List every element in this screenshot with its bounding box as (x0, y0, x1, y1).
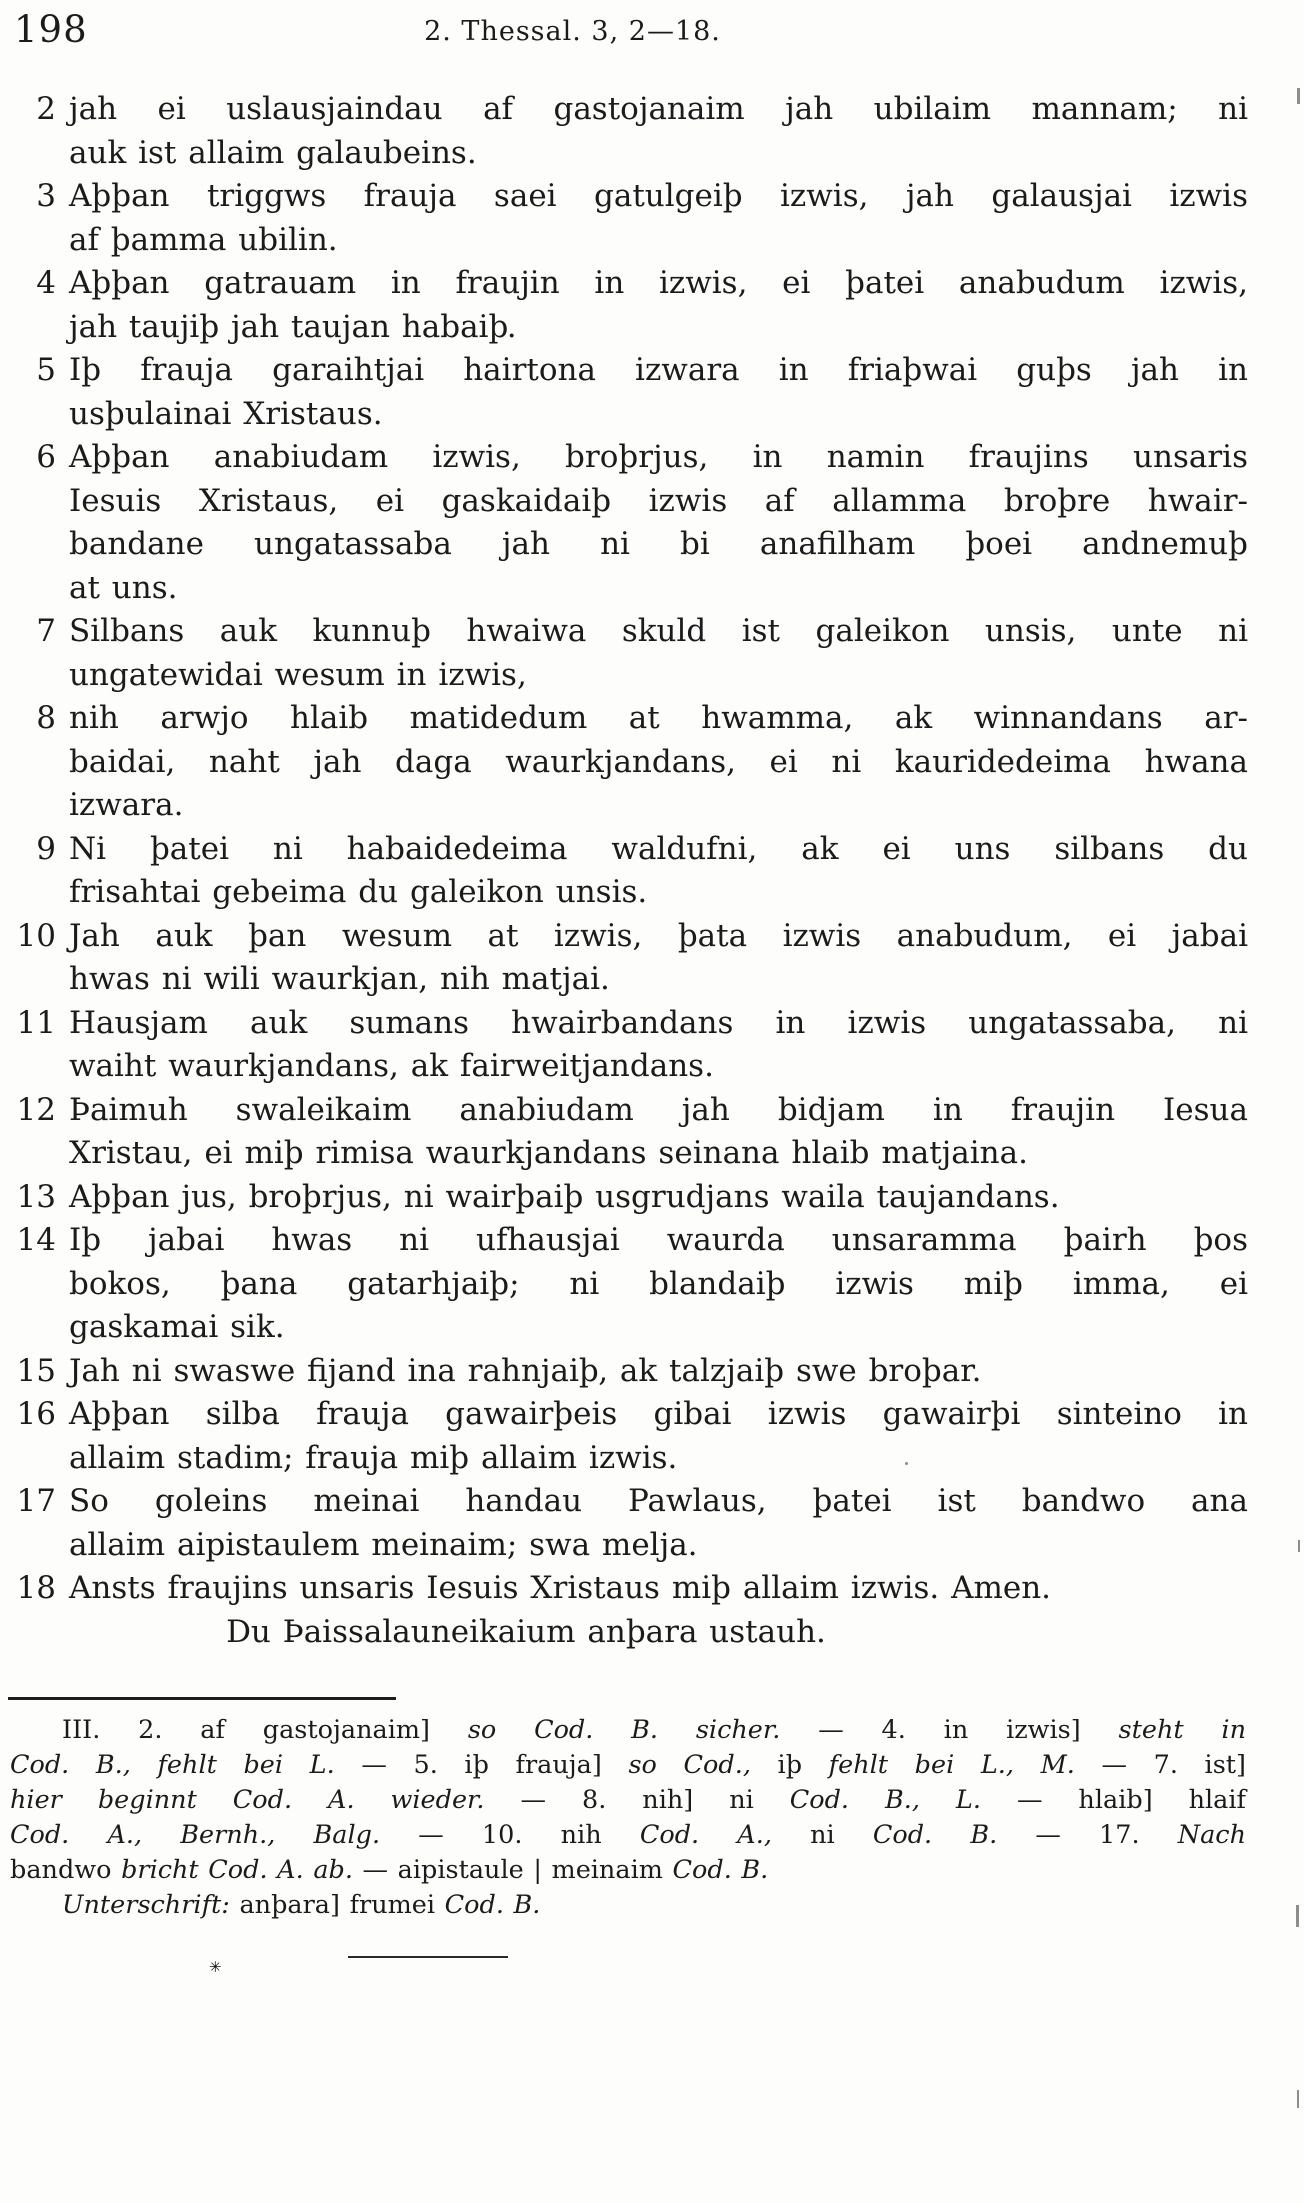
verse-line: at uns. (69, 569, 178, 606)
verse-row (14, 915, 1248, 1002)
apparatus-segment-italic: so Cod. B. sicher. (467, 1715, 781, 1745)
verse-number: 10 (16, 917, 56, 954)
scan-artifact (1297, 88, 1300, 104)
verse-text (69, 262, 1248, 349)
verse-line: Aþþan jus, broþrjus, ni wairþaiþ usgrudjans waila taujandans. (69, 1178, 1060, 1215)
verse-text (69, 828, 1248, 915)
apparatus-segment: — aipistaule | meinaim (352, 1855, 673, 1885)
verse-line: af þamma ubilin. (69, 221, 338, 258)
verse-block (14, 88, 1248, 1654)
verse-line: Iesuis Xristaus, ei gaskaidaiþ izwis af allamma broþre hwair- (69, 482, 1248, 519)
verse-row (14, 1089, 1248, 1176)
verse-line: Silbans auk kunnuþ hwaiwa skuld ist galeikon unsis, unte ni (69, 613, 1248, 649)
verse-line: jah taujiþ jah taujan habaiþ. (69, 308, 517, 345)
apparatus-line (10, 1818, 1246, 1853)
apparatus-line (10, 1853, 1246, 1888)
apparatus-segment: anþara] frumei (229, 1890, 445, 1920)
apparatus-segment-italic: Unterschrift: (62, 1890, 230, 1920)
bottom-rule (348, 1956, 508, 1958)
verse-line: jah ei uslausjaindau af gastojanaim jah ubilaim mannam; ni (69, 91, 1248, 127)
apparatus-segment: — 5. iþ frauja] (334, 1750, 629, 1780)
verse-text (69, 1219, 1248, 1350)
apparatus-segment-italic: hier beginnt Cod. A. wieder. (10, 1785, 485, 1815)
verse-line: ungatewidai wesum in izwis, (69, 656, 527, 693)
verse-text (69, 88, 1248, 175)
apparatus-segment-italic: Cod. B. (672, 1855, 769, 1885)
verse-text (69, 1176, 1248, 1220)
verse-text (69, 436, 1248, 610)
verse-line: Ni þatei ni habaidedeima waldufni, ak ei uns silbans du (69, 830, 1248, 867)
verse-line: Aþþan triggws frauja saei gatulgeiþ izwis, jah galausjai izwis (69, 178, 1248, 214)
verse-line: frisahtai gebeima du galeikon unsis. (69, 874, 648, 910)
apparatus-segment: ni (771, 1820, 873, 1850)
closing-line: Du Þaissalauneikaium anþara ustauh. (226, 1613, 826, 1650)
verse-line: Þaimuh swaleikaim anabiudam jah bidjam in fraujin Iesua (69, 1091, 1248, 1128)
verse-line: Iþ frauja garaihtjai hairtona izwara in friaþwai guþs jah in (69, 352, 1248, 388)
verse-row (14, 349, 1248, 436)
verse-text (69, 1002, 1248, 1089)
verse-number: 3 (36, 178, 56, 214)
verse-line: Aþþan anabiudam izwis, broþrjus, in namin fraujins unsaris (69, 439, 1248, 475)
critical-apparatus (10, 1713, 1246, 1923)
verse-row (14, 1393, 1248, 1480)
verse-row (14, 1176, 1248, 1220)
apparatus-segment: — 8. nih] ni (484, 1785, 790, 1815)
verse-number: 6 (36, 439, 56, 475)
apparatus-segment-italic: Nach (1177, 1820, 1247, 1850)
verse-line: Hausjam auk sumans hwairbandans in izwis ungatassaba, ni (69, 1004, 1248, 1041)
verse-line: izwara. (69, 787, 184, 823)
apparatus-segment: — hlaib] hlaif (980, 1785, 1246, 1815)
verse-number: 4 (36, 265, 56, 301)
page-number: 198 (14, 8, 88, 51)
verse-row (14, 1350, 1248, 1394)
verse-row (14, 1219, 1248, 1350)
verse-line: gaskamai sik. (69, 1309, 285, 1345)
verse-number: 13 (16, 1178, 56, 1215)
apparatus-segment: — 17. (997, 1820, 1178, 1850)
verse-number: 14 (16, 1222, 56, 1258)
verse-line: Aþþan gatrauam in fraujin in izwis, ei þatei anabudum izwis, (69, 265, 1248, 301)
apparatus-segment-italic: so Cod., (628, 1750, 751, 1780)
apparatus-segment-italic: Cod. B. (872, 1820, 998, 1850)
verse-text (69, 1350, 1248, 1394)
verse-number: 16 (16, 1396, 56, 1432)
verse-text (69, 349, 1248, 436)
verse-number: 17 (16, 1483, 56, 1519)
apparatus-segment-italic: Cod. A., Bernh., Balg. (10, 1820, 381, 1850)
apparatus-segment: — 4. in izwis] (780, 1715, 1119, 1745)
verse-text (69, 1480, 1248, 1567)
verse-row (14, 436, 1248, 610)
apparatus-segment-italic: fehlt bei L., M. (828, 1750, 1075, 1780)
apparatus-line (10, 1748, 1246, 1783)
page-header (0, 6, 1304, 56)
scan-artifact (1296, 1905, 1299, 1927)
verse-text (69, 610, 1248, 697)
apparatus-segment: — 10. nih (380, 1820, 640, 1850)
verse-row (14, 262, 1248, 349)
verse-number: 15 (16, 1352, 56, 1389)
apparatus-segment-italic: steht in (1118, 1715, 1247, 1745)
apparatus-line (10, 1888, 1246, 1923)
verse-number: 5 (36, 352, 56, 388)
verse-row (14, 1567, 1248, 1611)
verse-row (14, 828, 1248, 915)
verse-line: bandane ungatassaba jah ni bi anafilham þoei andnemuþ (69, 526, 1248, 562)
verse-line: baidai, naht jah daga waurkjandans, ei ni kauridedeima hwana (69, 743, 1248, 780)
apparatus-segment-italic: Cod. B. (444, 1890, 541, 1920)
verse-line: Ansts fraujins unsaris Iesuis Xristaus miþ allaim izwis. Amen. (69, 1570, 1052, 1606)
verse-row (14, 175, 1248, 262)
verse-number: 9 (36, 830, 56, 867)
verse-line: nih arwjo hlaib matidedum at hwamma, ak winnandans ar- (69, 700, 1248, 736)
verse-number: 7 (36, 613, 56, 649)
apparatus-line (10, 1783, 1246, 1818)
verse-line: Jah auk þan wesum at izwis, þata izwis anabudum, ei jabai (69, 917, 1248, 954)
verse-line: auk ist allaim galaubeins. (69, 134, 477, 171)
verse-line: hwas ni wili waurkjan, nih matjai. (69, 961, 610, 997)
verse-row (14, 1480, 1248, 1567)
verse-text (69, 915, 1248, 1002)
verse-number: 11 (16, 1004, 56, 1041)
verse-row (14, 1002, 1248, 1089)
verse-row (14, 697, 1248, 828)
verse-number: 12 (16, 1091, 56, 1128)
scan-artifact (1297, 2090, 1299, 2108)
verse-line: waiht waurkjandans, ak fairweitjandans. (69, 1048, 714, 1084)
verse-line: Aþþan silba frauja gawairþeis gibai izwis gawairþi sinteino in (69, 1396, 1248, 1432)
printer-mark: ✳ (209, 1958, 222, 1976)
verse-text (69, 1089, 1248, 1176)
running-title: 2. Thessal. 3, 2—18. (424, 16, 721, 47)
verse-line: bokos, þana gatarhjaiþ; ni blandaiþ izwis miþ imma, ei (69, 1265, 1248, 1302)
apparatus-segment: iþ (750, 1750, 829, 1780)
verse-line: Jah ni swaswe fijand ina rahnjaiþ, ak talzjaiþ swe broþar. (69, 1352, 982, 1389)
apparatus-segment: bandwo (10, 1855, 122, 1885)
apparatus-segment: III. 2. af gastojanaim] (62, 1715, 468, 1745)
apparatus-segment-italic: Cod. A., (639, 1820, 772, 1850)
verse-line: So goleins meinai handau Pawlaus, þatei ist bandwo ana (69, 1483, 1248, 1519)
verse-line: usþulainai Xristaus. (69, 395, 383, 432)
verse-text (69, 1393, 1248, 1480)
verse-line: allaim aipistaulem meinaim; swa melja. (69, 1526, 698, 1563)
scan-artifact (1298, 1540, 1300, 1552)
apparatus-segment-italic: Cod. B., fehlt bei L. (10, 1750, 335, 1780)
verse-row (14, 88, 1248, 175)
verse-number: 2 (36, 91, 56, 127)
apparatus-segment-italic: bricht Cod. A. ab. (121, 1855, 353, 1885)
apparatus-segment: — 7. ist] (1074, 1750, 1246, 1780)
scan-artifact (905, 1462, 908, 1465)
apparatus-segment-italic: Cod. B., L. (789, 1785, 981, 1815)
verse-text (69, 697, 1248, 828)
apparatus-line (10, 1713, 1246, 1748)
verse-number: 8 (36, 700, 56, 736)
verse-row (14, 610, 1248, 697)
footnote-separator (8, 1697, 396, 1700)
verse-number: 18 (16, 1570, 56, 1606)
verse-text (69, 1567, 1248, 1611)
verse-line: Xristau, ei miþ rimisa waurkjandans seinana hlaib matjaina. (69, 1135, 1028, 1171)
verse-line: allaim stadim; frauja miþ allaim izwis. (69, 1439, 678, 1476)
verse-text (69, 175, 1248, 262)
verse-line: Iþ jabai hwas ni ufhausjai waurda unsaramma þairh þos (69, 1222, 1248, 1258)
